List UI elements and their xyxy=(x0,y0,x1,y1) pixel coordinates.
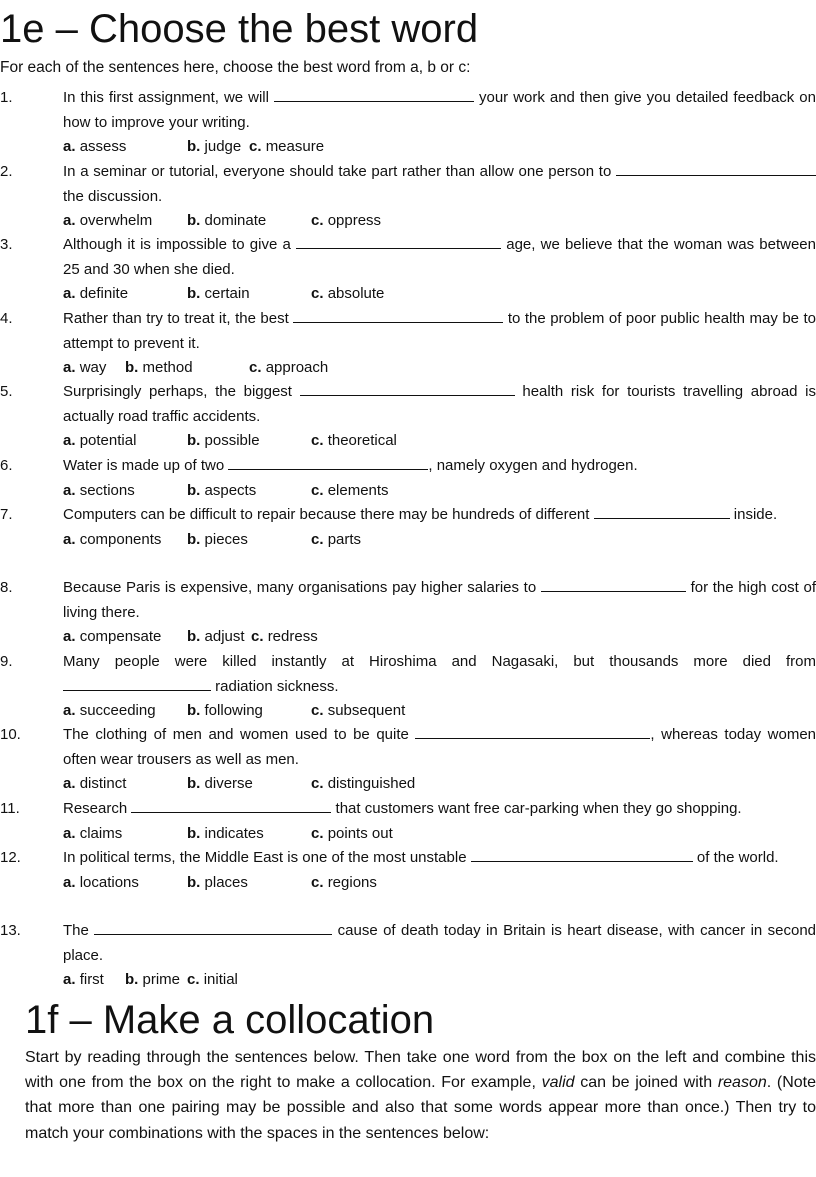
question-text-before: Computers can be difficult to repair because there may be hundreds of different xyxy=(63,506,590,523)
answer-blank[interactable] xyxy=(300,381,515,396)
option-b[interactable]: b. diverse xyxy=(187,775,253,792)
question-6 xyxy=(0,454,816,503)
option-a[interactable]: a. overwhelm xyxy=(63,212,153,229)
example-word-valid: valid xyxy=(541,1074,575,1092)
question-7 xyxy=(0,503,816,552)
question-text-before: In a seminar or tutorial, everyone should take part rather than allow one person to xyxy=(63,163,612,180)
option-c[interactable]: c. measure xyxy=(249,138,325,155)
question-text-after: the discussion. xyxy=(63,187,163,205)
option-a[interactable]: a. first xyxy=(63,971,104,988)
question-text-after: radiation sickness. xyxy=(215,677,339,695)
option-c[interactable]: c. theoretical xyxy=(311,432,397,449)
option-b[interactable]: b. prime xyxy=(125,971,181,988)
option-b[interactable]: b. aspects xyxy=(187,481,257,499)
question-text-before: In this first assignment, we will xyxy=(63,89,269,106)
question-text-before: Because Paris is expensive, many organisations pay higher salaries to xyxy=(63,579,537,596)
question-text-after: to the problem of poor public health may be to attempt to prevent it. xyxy=(63,310,816,352)
option-c[interactable]: c. elements xyxy=(311,481,389,499)
question-text-before: The clothing of men and women used to be quite xyxy=(63,726,409,743)
question-text-after: , namely oxygen and hydrogen. xyxy=(428,457,638,474)
option-a[interactable]: a. succeeding xyxy=(63,702,156,719)
option-a[interactable]: a. assess xyxy=(63,138,127,155)
option-a[interactable]: a. distinct xyxy=(63,775,127,792)
section-e-instruction: For each of the sentences here, choose the best word from a, b or c: xyxy=(0,59,471,76)
question-3 xyxy=(0,233,816,307)
option-b[interactable]: b. indicates xyxy=(187,824,264,842)
question-9 xyxy=(0,650,816,724)
question-2 xyxy=(0,160,816,234)
option-c[interactable]: c. oppress xyxy=(311,212,382,229)
option-b[interactable]: b. following xyxy=(187,702,263,719)
answer-blank[interactable] xyxy=(471,847,693,862)
question-text-before: Many people were killed instantly at Hiroshima and Nagasaki, but thousands more died from xyxy=(63,653,816,670)
answer-blank[interactable] xyxy=(415,724,650,739)
answer-blank[interactable] xyxy=(616,161,816,176)
question-number: 1. xyxy=(0,89,13,106)
option-a[interactable]: a. claims xyxy=(63,824,123,842)
question-number: 10. xyxy=(0,726,21,743)
option-c[interactable]: c. subsequent xyxy=(311,702,406,719)
option-c[interactable]: c. regions xyxy=(311,873,377,891)
question-text-after: cause of death today in Britain is heart disease, with cancer in second place. xyxy=(63,922,816,964)
option-c[interactable]: c. points out xyxy=(311,824,393,842)
option-b[interactable]: b. judge xyxy=(187,138,242,155)
question-number: 7. xyxy=(0,506,13,523)
option-a[interactable]: a. way xyxy=(63,359,107,376)
answer-blank[interactable] xyxy=(228,455,428,470)
question-number: 2. xyxy=(0,163,13,180)
answer-blank[interactable] xyxy=(296,234,501,249)
question-text-before: Surprisingly perhaps, the biggest xyxy=(63,383,292,400)
question-number: 13. xyxy=(0,922,21,939)
question-number: 12. xyxy=(0,849,21,866)
option-b[interactable]: b. dominate xyxy=(187,212,267,229)
example-word-reason: reason xyxy=(717,1074,767,1092)
option-a[interactable]: a. potential xyxy=(63,432,137,449)
question-number: 5. xyxy=(0,383,13,400)
question-number: 4. xyxy=(0,310,13,327)
question-11 xyxy=(0,797,816,846)
question-text-after: , whereas today women often wear trousers as well as men. xyxy=(63,726,816,768)
question-1 xyxy=(0,86,816,160)
option-a[interactable]: a. definite xyxy=(63,285,129,302)
question-number: 8. xyxy=(0,579,13,596)
question-text-after: age, we believe that the woman was between 25 and 30 when she died. xyxy=(63,236,816,278)
question-10 xyxy=(0,723,816,797)
section-f-instructions: Start by reading through the sentences below. Then take one word from the box on the left and combine this with one from the box on the right to make a collocation. For example, valid can be joined with reason. (Note that more than one pairing may be possible and also that some words appear more than once.) Then try to match your combinations with the spaces in the sentences below: xyxy=(25,1049,816,1142)
question-text-before: Although it is impossible to give a xyxy=(63,236,291,253)
question-text-before: Rather than try to treat it, the best xyxy=(63,310,289,327)
question-text-after: of the world. xyxy=(696,849,779,866)
question-text-after: that customers want free car-parking when they go shopping. xyxy=(335,800,742,817)
answer-blank[interactable] xyxy=(293,308,503,323)
option-b[interactable]: b. places xyxy=(187,873,248,891)
option-c[interactable]: c. distinguished xyxy=(311,775,416,792)
question-text-before: Water is made up of two xyxy=(63,457,225,474)
option-b[interactable]: b. certain xyxy=(187,285,250,302)
question-text-after: health risk for tourists travelling abroad is actually road traffic accidents. xyxy=(63,383,816,425)
option-c[interactable]: c. approach xyxy=(249,359,329,376)
question-text-after: inside. xyxy=(733,506,778,523)
answer-blank[interactable] xyxy=(94,920,332,935)
answer-blank[interactable] xyxy=(594,504,730,519)
option-a[interactable]: a. sections xyxy=(63,481,135,499)
question-5 xyxy=(0,380,816,454)
section-e-title: 1e – Choose the best word xyxy=(0,7,479,51)
option-c[interactable]: c. parts xyxy=(311,530,362,548)
question-text-before: The xyxy=(63,922,89,939)
question-4 xyxy=(0,307,816,381)
question-text-before: In political terms, the Middle East is one of the most unstable xyxy=(63,849,467,866)
answer-blank[interactable] xyxy=(131,798,331,813)
question-12 xyxy=(0,846,816,895)
answer-blank[interactable] xyxy=(541,577,686,592)
question-text-before: Research xyxy=(63,800,128,817)
option-b[interactable]: b. possible xyxy=(187,432,260,449)
option-b[interactable]: b. method xyxy=(125,359,193,376)
question-number: 3. xyxy=(0,236,13,253)
option-b[interactable]: b. adjust xyxy=(187,628,245,645)
section-f-title: 1f – Make a collocation xyxy=(25,998,435,1042)
question-number: 11. xyxy=(0,800,20,817)
option-a[interactable]: a. compensate xyxy=(63,628,162,645)
question-number: 6. xyxy=(0,457,13,474)
option-c[interactable]: c. redress xyxy=(251,628,318,645)
question-13 xyxy=(0,919,816,993)
answer-blank[interactable] xyxy=(63,676,211,691)
question-number: 9. xyxy=(0,653,13,670)
option-c[interactable]: c. initial xyxy=(187,971,238,988)
answer-blank[interactable] xyxy=(274,87,474,102)
question-8 xyxy=(0,576,816,650)
option-c[interactable]: c. absolute xyxy=(311,285,385,302)
question-text-after: for the high cost of living there. xyxy=(63,579,816,621)
question-text-after: your work and then give you detailed feedback on how to improve your writing. xyxy=(63,89,816,131)
option-a[interactable]: a. locations xyxy=(63,873,139,891)
option-b[interactable]: b. pieces xyxy=(187,530,248,548)
option-a[interactable]: a. components xyxy=(63,530,162,548)
